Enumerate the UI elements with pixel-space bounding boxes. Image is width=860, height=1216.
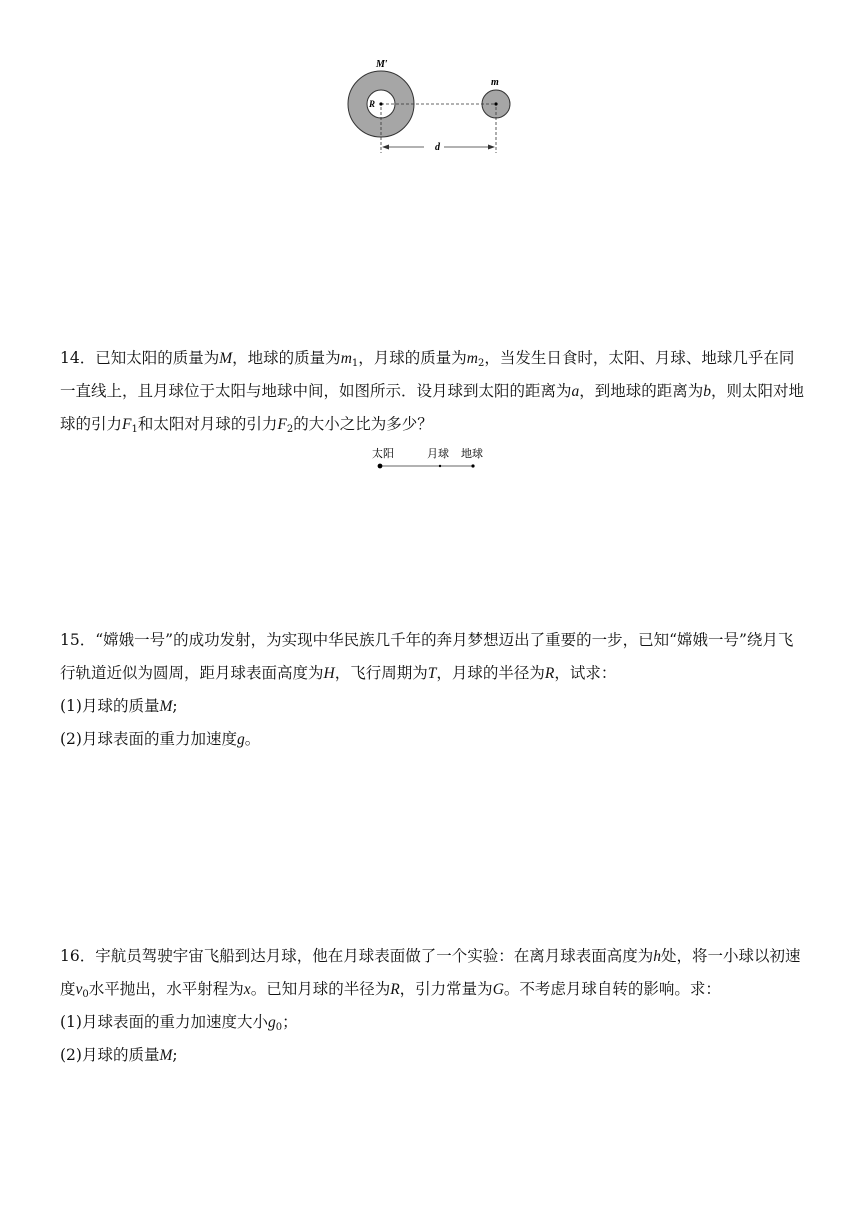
question-15-part-2: (2)月球表面的重力加速度g。: [60, 730, 261, 748]
question-16-part-1: (1)月球表面的重力加速度大小$g_0$；: [60, 1013, 298, 1033]
arrowhead-right: [488, 145, 495, 150]
label-sun: 太阳: [372, 447, 394, 460]
cavity-center-dot: [379, 102, 382, 105]
question-15-part-1: (1)月球的质量M;: [60, 697, 178, 715]
question-14: [60, 342, 805, 441]
arrowhead-left: [382, 145, 389, 150]
label-big-mass: M′: [376, 59, 388, 70]
gravitation-figure: [340, 55, 520, 160]
label-small-mass: m: [491, 77, 499, 88]
label-earth: 地球: [461, 447, 483, 460]
question-14-text: 14．已知太阳的质量为M，地球的质量为$m_1$，月球的质量为$m_2$，当发生日食时，太阳、月球、地球几乎在同一直线上，且月球位于太阳与地球中间，如图所示．设月球到太阳的距离为a，到地球的距离为b，则太阳对地球的引力$F_1$和太阳对月球的引力$F_2$的大小之比为多少？: [60, 349, 805, 435]
question-16-part-2: (2)月球的质量M;: [60, 1046, 178, 1064]
question-15-text: 15．“嫦娥一号”的成功发射，为实现中华民族几千年的奔月梦想迈出了重要的一步，已知“嫦娥一号”绕月飞行轨道近似为圆周，距月球表面高度为H，飞行周期为T，月球的半径为R，试求：: [60, 631, 794, 682]
question-16-text: 16．宇航员驾驶宇宙飞船到达月球，他在月球表面做了一个实验：在离月球表面高度为h处，将一小球以初速度$v_0$水平抛出，水平射程为x。已知月球的半径为R，引力常量为G。不考虑月球自转的影响。求：: [60, 947, 801, 1000]
label-moon: 月球: [427, 447, 449, 460]
sun-dot: [378, 464, 383, 469]
question-16: [60, 940, 805, 1072]
question-15: [60, 624, 805, 756]
eclipse-figure: [364, 444, 494, 472]
label-radius: R: [369, 99, 376, 109]
earth-dot: [471, 464, 474, 467]
small-center-dot: [494, 102, 497, 105]
label-distance: d: [435, 142, 440, 153]
moon-dot: [439, 465, 441, 467]
